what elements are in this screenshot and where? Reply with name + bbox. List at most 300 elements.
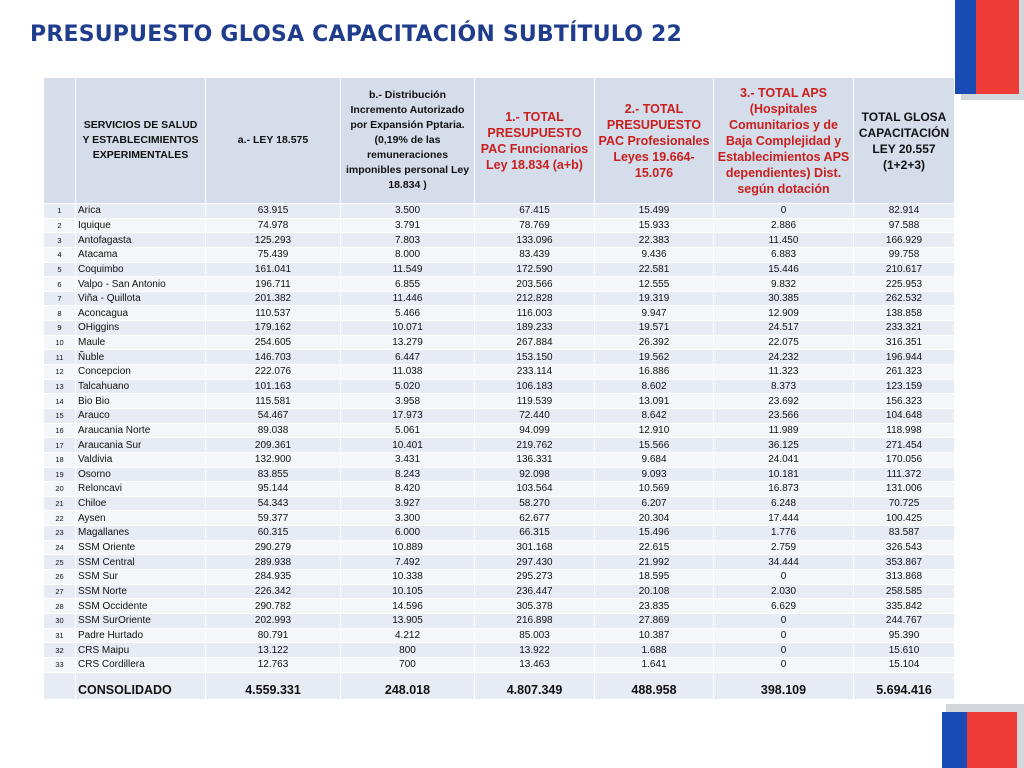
distribucion-cell: 17.973	[341, 408, 475, 423]
total-glosa-cell: 353.867	[854, 555, 955, 570]
table-row	[44, 628, 955, 643]
flag-red-bar-top	[976, 0, 1019, 94]
row-number: 30	[44, 613, 76, 628]
distribucion-cell: 8.243	[341, 467, 475, 482]
total-glosa-cell: 111.372	[854, 467, 955, 482]
row-number: 14	[44, 394, 76, 409]
distribucion-cell: 800	[341, 643, 475, 658]
flag-red-bar-bottom	[967, 712, 1017, 768]
total-glosa-cell: 258.585	[854, 584, 955, 599]
ley-cell: 196.711	[206, 277, 341, 292]
servicio-cell: Padre Hurtado	[76, 628, 206, 643]
distribucion-cell: 5.020	[341, 379, 475, 394]
total-2-cell: 15.933	[595, 218, 714, 233]
total-3-cell: 2.886	[714, 218, 854, 233]
budget-table	[43, 77, 955, 700]
consolidado-a: 4.559.331	[206, 672, 341, 699]
servicio-cell: Iquique	[76, 218, 206, 233]
table-header	[44, 78, 955, 204]
ley-cell: 75.439	[206, 247, 341, 262]
servicio-cell: Araucania Sur	[76, 438, 206, 453]
total-2-cell: 8.642	[595, 408, 714, 423]
consolidado-label: CONSOLIDADO	[76, 672, 206, 699]
row-number: 16	[44, 423, 76, 438]
servicio-cell: Reloncavi	[76, 482, 206, 497]
total-1-cell: 66.315	[475, 526, 595, 541]
distribucion-cell: 7.803	[341, 233, 475, 248]
servicio-cell: Valdivia	[76, 452, 206, 467]
total-1-cell: 219.762	[475, 438, 595, 453]
total-3-cell: 2.030	[714, 584, 854, 599]
total-1-cell: 172.590	[475, 262, 595, 277]
row-number: 7	[44, 291, 76, 306]
header-index	[44, 78, 76, 204]
total-2-cell: 1.688	[595, 643, 714, 658]
servicio-cell: OHiggins	[76, 321, 206, 336]
table-row	[44, 423, 955, 438]
table-row	[44, 218, 955, 233]
total-2-cell: 9.093	[595, 467, 714, 482]
row-number: 33	[44, 657, 76, 672]
total-3-cell: 9.832	[714, 277, 854, 292]
table-row	[44, 394, 955, 409]
total-3-cell: 2.759	[714, 540, 854, 555]
total-1-cell: 58.270	[475, 496, 595, 511]
ley-cell: 83.855	[206, 467, 341, 482]
total-2-cell: 22.615	[595, 540, 714, 555]
total-3-cell: 11.450	[714, 233, 854, 248]
table-row	[44, 262, 955, 277]
total-2-cell: 15.566	[595, 438, 714, 453]
ley-cell: 254.605	[206, 335, 341, 350]
table-row	[44, 438, 955, 453]
total-glosa-cell: 156.323	[854, 394, 955, 409]
table-body	[44, 204, 955, 673]
row-number: 8	[44, 306, 76, 321]
ley-cell: 74.978	[206, 218, 341, 233]
total-1-cell: 267.884	[475, 335, 595, 350]
row-number: 23	[44, 526, 76, 541]
distribucion-cell: 11.549	[341, 262, 475, 277]
total-1-cell: 103.564	[475, 482, 595, 497]
total-2-cell: 8.602	[595, 379, 714, 394]
total-1-cell: 301.168	[475, 540, 595, 555]
ley-cell: 201.382	[206, 291, 341, 306]
row-number: 27	[44, 584, 76, 599]
total-2-cell: 19.319	[595, 291, 714, 306]
ley-cell: 12.763	[206, 657, 341, 672]
total-1-cell: 83.439	[475, 247, 595, 262]
total-1-cell: 153.150	[475, 350, 595, 365]
servicio-cell: Concepcion	[76, 365, 206, 380]
total-1-cell: 92.098	[475, 467, 595, 482]
total-1-cell: 94.099	[475, 423, 595, 438]
distribucion-cell: 11.038	[341, 365, 475, 380]
row-number: 22	[44, 511, 76, 526]
total-3-cell: 15.446	[714, 262, 854, 277]
row-number: 19	[44, 467, 76, 482]
distribucion-cell: 13.279	[341, 335, 475, 350]
row-number: 10	[44, 335, 76, 350]
total-2-cell: 22.383	[595, 233, 714, 248]
total-2-cell: 26.392	[595, 335, 714, 350]
distribucion-cell: 13.905	[341, 613, 475, 628]
total-2-cell: 9.947	[595, 306, 714, 321]
distribucion-cell: 3.958	[341, 394, 475, 409]
total-glosa-cell: 225.953	[854, 277, 955, 292]
row-number: 9	[44, 321, 76, 336]
servicio-cell: Araucania Norte	[76, 423, 206, 438]
table-row	[44, 584, 955, 599]
total-glosa-cell: 104.648	[854, 408, 955, 423]
servicio-cell: CRS Cordillera	[76, 657, 206, 672]
row-number: 4	[44, 247, 76, 262]
row-number: 25	[44, 555, 76, 570]
servicio-cell: Atacama	[76, 247, 206, 262]
total-1-cell: 305.378	[475, 599, 595, 614]
total-2-cell: 15.496	[595, 526, 714, 541]
total-3-cell: 24.041	[714, 452, 854, 467]
total-1-cell: 85.003	[475, 628, 595, 643]
total-2-cell: 15.499	[595, 204, 714, 219]
row-number: 1	[44, 204, 76, 219]
distribucion-cell: 3.300	[341, 511, 475, 526]
distribucion-cell: 3.500	[341, 204, 475, 219]
total-2-cell: 16.886	[595, 365, 714, 380]
total-1-cell: 119.539	[475, 394, 595, 409]
distribucion-cell: 5.061	[341, 423, 475, 438]
total-2-cell: 6.207	[595, 496, 714, 511]
ley-cell: 125.293	[206, 233, 341, 248]
flag-blue-bar-top	[955, 0, 976, 94]
total-1-cell: 136.331	[475, 452, 595, 467]
servicio-cell: Osorno	[76, 467, 206, 482]
row-number: 3	[44, 233, 76, 248]
total-3-cell: 10.181	[714, 467, 854, 482]
total-1-cell: 116.003	[475, 306, 595, 321]
total-2-cell: 10.387	[595, 628, 714, 643]
distribucion-cell: 10.401	[341, 438, 475, 453]
servicio-cell: CRS Maipu	[76, 643, 206, 658]
table-row	[44, 277, 955, 292]
total-2-cell: 20.304	[595, 511, 714, 526]
servicio-cell: Valpo - San Antonio	[76, 277, 206, 292]
row-number: 20	[44, 482, 76, 497]
total-2-cell: 9.436	[595, 247, 714, 262]
header-ley: a.- LEY 18.575	[206, 78, 341, 204]
servicio-cell: Aysen	[76, 511, 206, 526]
table-row	[44, 599, 955, 614]
ley-cell: 60.315	[206, 526, 341, 541]
total-2-cell: 23.835	[595, 599, 714, 614]
distribucion-cell: 10.338	[341, 570, 475, 585]
row-number: 11	[44, 350, 76, 365]
consolidado-row	[44, 672, 955, 699]
servicio-cell: Aconcagua	[76, 306, 206, 321]
total-1-cell: 233.114	[475, 365, 595, 380]
total-3-cell: 0	[714, 613, 854, 628]
distribucion-cell: 3.791	[341, 218, 475, 233]
total-2-cell: 19.571	[595, 321, 714, 336]
table-row	[44, 379, 955, 394]
distribucion-cell: 4.212	[341, 628, 475, 643]
total-2-cell: 19.562	[595, 350, 714, 365]
total-glosa-cell: 313.868	[854, 570, 955, 585]
servicio-cell: Coquimbo	[76, 262, 206, 277]
total-glosa-cell: 82.914	[854, 204, 955, 219]
ley-cell: 290.279	[206, 540, 341, 555]
total-1-cell: 106.183	[475, 379, 595, 394]
header-total-3: 3.- TOTAL APS (Hospitales Comunitarios y de Baja Complejidad y Establecimientos APS dependientes) Dist. según dotación	[714, 78, 854, 204]
total-3-cell: 30.385	[714, 291, 854, 306]
servicio-cell: Bio Bio	[76, 394, 206, 409]
total-2-cell: 21.992	[595, 555, 714, 570]
total-1-cell: 67.415	[475, 204, 595, 219]
table-row	[44, 408, 955, 423]
total-2-cell: 1.641	[595, 657, 714, 672]
distribucion-cell: 6.855	[341, 277, 475, 292]
total-1-cell: 203.566	[475, 277, 595, 292]
ley-cell: 13.122	[206, 643, 341, 658]
total-3-cell: 6.248	[714, 496, 854, 511]
distribucion-cell: 11.446	[341, 291, 475, 306]
distribucion-cell: 14.596	[341, 599, 475, 614]
ley-cell: 289.938	[206, 555, 341, 570]
ley-cell: 95.144	[206, 482, 341, 497]
total-glosa-cell: 99.758	[854, 247, 955, 262]
total-2-cell: 12.555	[595, 277, 714, 292]
table-row	[44, 511, 955, 526]
flag-blue-bar-bottom	[942, 712, 967, 768]
total-glosa-cell: 95.390	[854, 628, 955, 643]
servicio-cell: SSM SurOriente	[76, 613, 206, 628]
table-row	[44, 482, 955, 497]
ley-cell: 284.935	[206, 570, 341, 585]
ley-cell: 101.163	[206, 379, 341, 394]
ley-cell: 202.993	[206, 613, 341, 628]
table-row	[44, 496, 955, 511]
servicio-cell: Viña - Quillota	[76, 291, 206, 306]
ley-cell: 209.361	[206, 438, 341, 453]
total-3-cell: 12.909	[714, 306, 854, 321]
total-1-cell: 133.096	[475, 233, 595, 248]
header-total-glosa: TOTAL GLOSA CAPACITACIÓN LEY 20.557 (1+2+3)	[854, 78, 955, 204]
distribucion-cell: 6.447	[341, 350, 475, 365]
distribucion-cell: 10.889	[341, 540, 475, 555]
table-row	[44, 643, 955, 658]
row-number: 28	[44, 599, 76, 614]
total-glosa-cell: 97.588	[854, 218, 955, 233]
ley-cell: 59.377	[206, 511, 341, 526]
total-1-cell: 212.828	[475, 291, 595, 306]
total-3-cell: 23.692	[714, 394, 854, 409]
total-glosa-cell: 83.587	[854, 526, 955, 541]
row-number: 13	[44, 379, 76, 394]
table-row	[44, 233, 955, 248]
ley-cell: 222.076	[206, 365, 341, 380]
servicio-cell: SSM Central	[76, 555, 206, 570]
table-row	[44, 526, 955, 541]
total-3-cell: 1.776	[714, 526, 854, 541]
total-1-cell: 13.922	[475, 643, 595, 658]
row-number: 6	[44, 277, 76, 292]
total-glosa-cell: 100.425	[854, 511, 955, 526]
total-2-cell: 27.869	[595, 613, 714, 628]
total-glosa-cell: 233.321	[854, 321, 955, 336]
row-number: 26	[44, 570, 76, 585]
row-number: 31	[44, 628, 76, 643]
distribucion-cell: 10.071	[341, 321, 475, 336]
row-number: 32	[44, 643, 76, 658]
table-row	[44, 540, 955, 555]
distribucion-cell: 7.492	[341, 555, 475, 570]
total-2-cell: 20.108	[595, 584, 714, 599]
total-3-cell: 6.629	[714, 599, 854, 614]
total-1-cell: 297.430	[475, 555, 595, 570]
servicio-cell: Antofagasta	[76, 233, 206, 248]
servicio-cell: Talcahuano	[76, 379, 206, 394]
total-3-cell: 0	[714, 204, 854, 219]
total-glosa-cell: 244.767	[854, 613, 955, 628]
ley-cell: 54.467	[206, 408, 341, 423]
row-number: 17	[44, 438, 76, 453]
total-glosa-cell: 138.858	[854, 306, 955, 321]
total-3-cell: 11.989	[714, 423, 854, 438]
total-3-cell: 8.373	[714, 379, 854, 394]
total-1-cell: 295.273	[475, 570, 595, 585]
table-row	[44, 335, 955, 350]
servicio-cell: Ñuble	[76, 350, 206, 365]
total-2-cell: 18.595	[595, 570, 714, 585]
servicio-cell: Maule	[76, 335, 206, 350]
total-2-cell: 13.091	[595, 394, 714, 409]
row-number: 12	[44, 365, 76, 380]
total-glosa-cell: 166.929	[854, 233, 955, 248]
distribucion-cell: 700	[341, 657, 475, 672]
total-3-cell: 34.444	[714, 555, 854, 570]
total-glosa-cell: 326.543	[854, 540, 955, 555]
total-1-cell: 236.447	[475, 584, 595, 599]
total-1-cell: 189.233	[475, 321, 595, 336]
total-3-cell: 36.125	[714, 438, 854, 453]
distribucion-cell: 8.000	[341, 247, 475, 262]
total-glosa-cell: 316.351	[854, 335, 955, 350]
row-number: 24	[44, 540, 76, 555]
total-1-cell: 216.898	[475, 613, 595, 628]
page-title: PRESUPUESTO GLOSA CAPACITACIÓN SUBTÍTULO 22	[30, 22, 682, 47]
total-glosa-cell: 15.104	[854, 657, 955, 672]
distribucion-cell: 8.420	[341, 482, 475, 497]
total-glosa-cell: 15.610	[854, 643, 955, 658]
servicio-cell: SSM Oriente	[76, 540, 206, 555]
distribucion-cell: 6.000	[341, 526, 475, 541]
header-total-2: 2.- TOTAL PRESUPUESTO PAC Profesionales Leyes 19.664-15.076	[595, 78, 714, 204]
total-glosa-cell: 118.998	[854, 423, 955, 438]
total-2-cell: 22.581	[595, 262, 714, 277]
total-3-cell: 22.075	[714, 335, 854, 350]
consolidado-b: 248.018	[341, 672, 475, 699]
total-glosa-cell: 196.944	[854, 350, 955, 365]
total-3-cell: 24.517	[714, 321, 854, 336]
table-row	[44, 555, 955, 570]
total-3-cell: 6.883	[714, 247, 854, 262]
table-footer	[44, 672, 955, 699]
table-row	[44, 613, 955, 628]
ley-cell: 110.537	[206, 306, 341, 321]
total-1-cell: 72.440	[475, 408, 595, 423]
total-3-cell: 17.444	[714, 511, 854, 526]
distribucion-cell: 3.927	[341, 496, 475, 511]
total-3-cell: 23.566	[714, 408, 854, 423]
consolidado-t3: 398.109	[714, 672, 854, 699]
total-glosa-cell: 210.617	[854, 262, 955, 277]
header-total-1: 1.- TOTAL PRESUPUESTO PAC Funcionarios Ley 18.834 (a+b)	[475, 78, 595, 204]
total-3-cell: 0	[714, 643, 854, 658]
distribucion-cell: 10.105	[341, 584, 475, 599]
total-glosa-cell: 271.454	[854, 438, 955, 453]
distribucion-cell: 5.466	[341, 306, 475, 321]
ley-cell: 179.162	[206, 321, 341, 336]
total-2-cell: 10.569	[595, 482, 714, 497]
total-glosa-cell: 70.725	[854, 496, 955, 511]
total-1-cell: 13.463	[475, 657, 595, 672]
total-glosa-cell: 261.323	[854, 365, 955, 380]
table-row	[44, 467, 955, 482]
servicio-cell: Arauco	[76, 408, 206, 423]
row-number: 18	[44, 452, 76, 467]
consolidado-total: 5.694.416	[854, 672, 955, 699]
consolidado-index	[44, 672, 76, 699]
total-3-cell: 0	[714, 628, 854, 643]
servicio-cell: Magallanes	[76, 526, 206, 541]
servicio-cell: SSM Occidente	[76, 599, 206, 614]
table-row	[44, 291, 955, 306]
total-3-cell: 11.323	[714, 365, 854, 380]
distribucion-cell: 3.431	[341, 452, 475, 467]
ley-cell: 89.038	[206, 423, 341, 438]
total-3-cell: 0	[714, 570, 854, 585]
ley-cell: 161.041	[206, 262, 341, 277]
table-row	[44, 306, 955, 321]
row-number: 5	[44, 262, 76, 277]
table-row	[44, 570, 955, 585]
table-row	[44, 350, 955, 365]
total-glosa-cell: 131.006	[854, 482, 955, 497]
total-glosa-cell: 123.159	[854, 379, 955, 394]
header-distribucion: b.- Distribución Incremento Autorizado por Expansión Pptaria. (0,19% de las remuneraciones imponibles personal Ley 18.834 )	[341, 78, 475, 204]
total-glosa-cell: 170.056	[854, 452, 955, 467]
total-2-cell: 9.684	[595, 452, 714, 467]
table-row	[44, 657, 955, 672]
total-2-cell: 12.910	[595, 423, 714, 438]
header-servicio: SERVICIOS DE SALUD Y ESTABLECIMIENTOS EXPERIMENTALES	[76, 78, 206, 204]
servicio-cell: Arica	[76, 204, 206, 219]
table-row	[44, 204, 955, 219]
consolidado-t1: 4.807.349	[475, 672, 595, 699]
ley-cell: 132.900	[206, 452, 341, 467]
ley-cell: 80.791	[206, 628, 341, 643]
row-number: 15	[44, 408, 76, 423]
total-1-cell: 62.677	[475, 511, 595, 526]
ley-cell: 54.343	[206, 496, 341, 511]
ley-cell: 63.915	[206, 204, 341, 219]
total-3-cell: 24.232	[714, 350, 854, 365]
total-3-cell: 0	[714, 657, 854, 672]
table-row	[44, 365, 955, 380]
row-number: 2	[44, 218, 76, 233]
total-3-cell: 16.873	[714, 482, 854, 497]
total-1-cell: 78.769	[475, 218, 595, 233]
